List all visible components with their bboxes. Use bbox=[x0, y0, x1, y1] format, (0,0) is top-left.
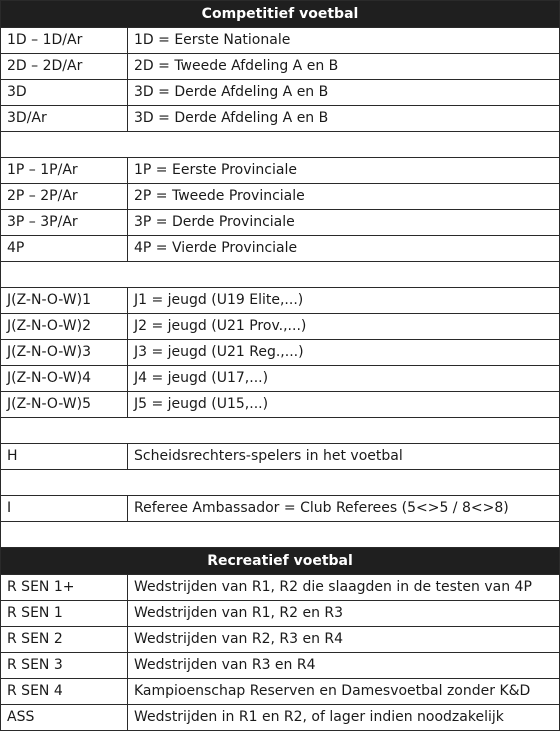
category-code: R SEN 1+ bbox=[1, 575, 128, 601]
category-code: R SEN 4 bbox=[1, 679, 128, 705]
category-code: J(Z-N-O-W)5 bbox=[1, 392, 128, 418]
category-description: 3D = Derde Afdeling A en B bbox=[128, 106, 560, 132]
table-row bbox=[1, 236, 560, 262]
table-row bbox=[1, 679, 560, 705]
category-description: 2D = Tweede Afdeling A en B bbox=[128, 54, 560, 80]
section-title: Competitief voetbal bbox=[1, 1, 560, 28]
category-description: 1P = Eerste Provinciale bbox=[128, 158, 560, 184]
table-row bbox=[1, 314, 560, 340]
category-code: R SEN 2 bbox=[1, 627, 128, 653]
section-title: Recreatief voetbal bbox=[1, 548, 560, 575]
category-description: Kampioenschap Reserven en Damesvoetbal zonder K&D bbox=[128, 679, 560, 705]
category-code: 3D bbox=[1, 80, 128, 106]
table-row bbox=[1, 627, 560, 653]
category-code: 2D – 2D/Ar bbox=[1, 54, 128, 80]
category-code: J(Z-N-O-W)2 bbox=[1, 314, 128, 340]
category-code: J(Z-N-O-W)3 bbox=[1, 340, 128, 366]
category-code: 4P bbox=[1, 236, 128, 262]
table-row bbox=[1, 80, 560, 106]
spacer-row bbox=[1, 470, 560, 496]
category-code: 3P – 3P/Ar bbox=[1, 210, 128, 236]
table-row bbox=[1, 444, 560, 470]
spacer-row bbox=[1, 418, 560, 444]
table-row bbox=[1, 705, 560, 731]
table-row bbox=[1, 54, 560, 80]
table-row bbox=[1, 496, 560, 522]
table-row bbox=[1, 288, 560, 314]
table-row bbox=[1, 601, 560, 627]
category-code: 2P – 2P/Ar bbox=[1, 184, 128, 210]
category-description: 2P = Tweede Provinciale bbox=[128, 184, 560, 210]
category-description: J5 = jeugd (U15,...) bbox=[128, 392, 560, 418]
category-description: J2 = jeugd (U21 Prov.,...) bbox=[128, 314, 560, 340]
category-description: Wedstrijden van R1, R2 die slaagden in de testen van 4P bbox=[128, 575, 560, 601]
category-code: R SEN 3 bbox=[1, 653, 128, 679]
category-description: 4P = Vierde Provinciale bbox=[128, 236, 560, 262]
category-code: ASS bbox=[1, 705, 128, 731]
category-description: Referee Ambassador = Club Referees (5<>5 / 8<>8) bbox=[128, 496, 560, 522]
section-header-competitief bbox=[1, 1, 560, 28]
category-description: J4 = jeugd (U17,...) bbox=[128, 366, 560, 392]
category-code: J(Z-N-O-W)4 bbox=[1, 366, 128, 392]
category-description: J3 = jeugd (U21 Reg.,...) bbox=[128, 340, 560, 366]
category-description: 1D = Eerste Nationale bbox=[128, 28, 560, 54]
category-code: 1P – 1P/Ar bbox=[1, 158, 128, 184]
table-row bbox=[1, 340, 560, 366]
category-description: J1 = jeugd (U19 Elite,...) bbox=[128, 288, 560, 314]
category-description: Wedstrijden van R1, R2 en R3 bbox=[128, 601, 560, 627]
category-code: J(Z-N-O-W)1 bbox=[1, 288, 128, 314]
table-row bbox=[1, 575, 560, 601]
category-description: 3D = Derde Afdeling A en B bbox=[128, 80, 560, 106]
category-description: Wedstrijden van R2, R3 en R4 bbox=[128, 627, 560, 653]
category-code: 3D/Ar bbox=[1, 106, 128, 132]
category-code: I bbox=[1, 496, 128, 522]
category-description: Wedstrijden in R1 en R2, of lager indien noodzakelijk bbox=[128, 705, 560, 731]
category-code: H bbox=[1, 444, 128, 470]
category-description: Scheidsrechters-spelers in het voetbal bbox=[128, 444, 560, 470]
table-row bbox=[1, 158, 560, 184]
table-row bbox=[1, 28, 560, 54]
category-description: 3P = Derde Provinciale bbox=[128, 210, 560, 236]
category-code: R SEN 1 bbox=[1, 601, 128, 627]
table-row bbox=[1, 184, 560, 210]
table-row bbox=[1, 392, 560, 418]
table-row bbox=[1, 653, 560, 679]
spacer-row bbox=[1, 262, 560, 288]
table-row bbox=[1, 106, 560, 132]
spacer-row bbox=[1, 132, 560, 158]
category-description: Wedstrijden van R3 en R4 bbox=[128, 653, 560, 679]
category-code: 1D – 1D/Ar bbox=[1, 28, 128, 54]
table-row bbox=[1, 366, 560, 392]
section-header-recreatief bbox=[1, 548, 560, 575]
spacer-row bbox=[1, 522, 560, 548]
table-row bbox=[1, 210, 560, 236]
